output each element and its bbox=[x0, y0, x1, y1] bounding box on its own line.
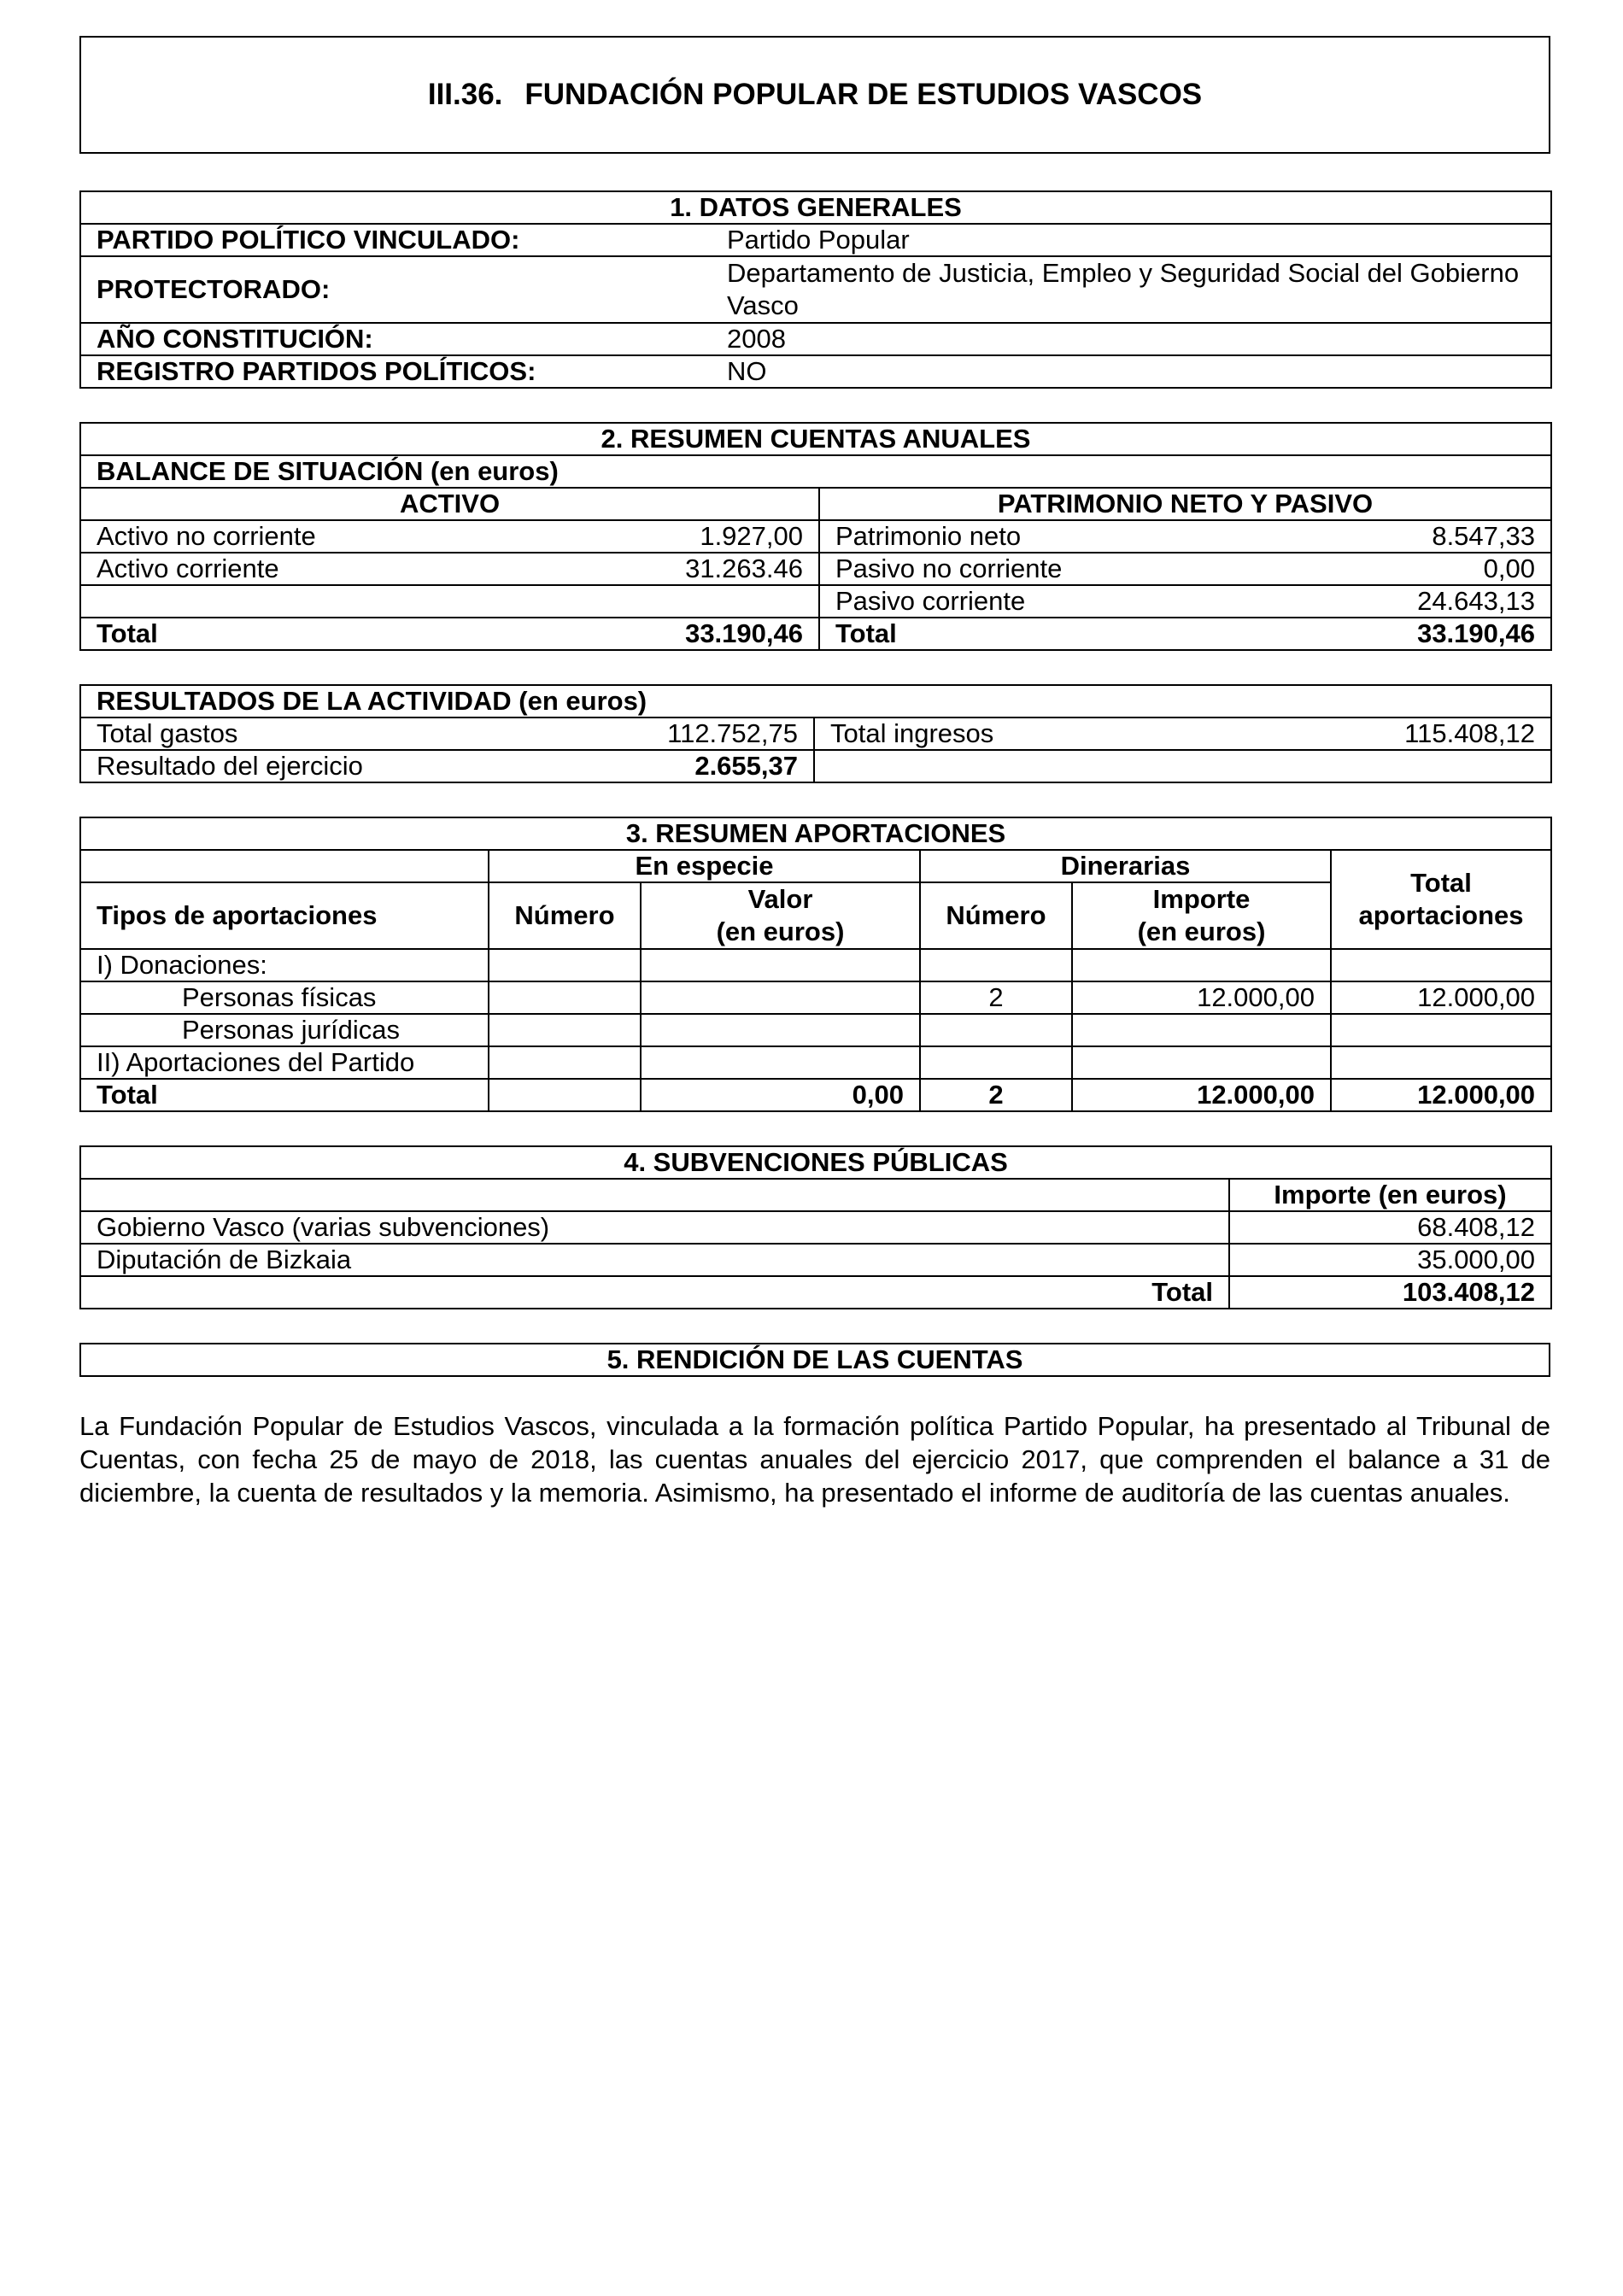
numero-header: Número bbox=[489, 882, 641, 949]
table-row bbox=[80, 618, 1551, 650]
resumen-cuentas-heading: 2. RESUMEN CUENTAS ANUALES bbox=[80, 423, 1551, 455]
cell: 2 bbox=[920, 981, 1072, 1014]
cell bbox=[489, 1046, 641, 1079]
pasivo-total-label: Total bbox=[819, 618, 1332, 650]
table-row bbox=[80, 1046, 1551, 1079]
pasivo-label: Pasivo no corriente bbox=[819, 553, 1332, 585]
value-registro: NO bbox=[712, 355, 1551, 388]
pasivo-value: 8.547,33 bbox=[1332, 520, 1551, 553]
tipo-label: I) Donaciones: bbox=[80, 949, 489, 981]
value-ano: 2008 bbox=[712, 323, 1551, 355]
cell bbox=[1072, 1014, 1331, 1046]
cell bbox=[641, 1014, 920, 1046]
valor-header bbox=[641, 882, 920, 949]
table-row bbox=[80, 323, 1551, 355]
cell: 0,00 bbox=[641, 1079, 920, 1111]
title-text: FUNDACIÓN POPULAR DE ESTUDIOS VASCOS bbox=[524, 78, 1203, 111]
page-title bbox=[79, 36, 1550, 154]
activo-total-value: 33.190,46 bbox=[593, 618, 819, 650]
resultado-label: Resultado del ejercicio bbox=[80, 750, 593, 782]
activo-header: ACTIVO bbox=[80, 488, 819, 520]
activo-total-label: Total bbox=[80, 618, 593, 650]
en-especie-header: En especie bbox=[489, 850, 920, 882]
gastos-value: 112.752,75 bbox=[593, 718, 814, 750]
pasivo-value: 24.643,13 bbox=[1332, 585, 1551, 618]
cell bbox=[641, 949, 920, 981]
pasivo-label: Pasivo corriente bbox=[819, 585, 1332, 618]
title-number: III.36. bbox=[427, 78, 503, 111]
dinerarias-header: Dinerarias bbox=[920, 850, 1331, 882]
subvencion-value: 68.408,12 bbox=[1229, 1211, 1551, 1244]
cell bbox=[641, 1046, 920, 1079]
rendicion-table bbox=[79, 1343, 1550, 1377]
label-protectorado: PROTECTORADO: bbox=[80, 256, 712, 323]
resultado-value: 2.655,37 bbox=[593, 750, 814, 782]
balance-table bbox=[79, 422, 1552, 651]
balance-title: BALANCE DE SITUACIÓN (en euros) bbox=[80, 455, 1551, 488]
cell bbox=[1072, 949, 1331, 981]
subvencion-total-label: Total bbox=[80, 1276, 1229, 1309]
activo-label: Activo no corriente bbox=[80, 520, 593, 553]
importe-header: Importe (en euros) bbox=[1229, 1179, 1551, 1211]
cell bbox=[489, 1014, 641, 1046]
activo-value: 1.927,00 bbox=[593, 520, 819, 553]
gastos-label: Total gastos bbox=[80, 718, 593, 750]
valor-unit: (en euros) bbox=[716, 917, 845, 946]
cell bbox=[920, 1014, 1072, 1046]
numero-header: Número bbox=[920, 882, 1072, 949]
cell: 12.000,00 bbox=[1331, 981, 1551, 1014]
cell bbox=[920, 1046, 1072, 1079]
datos-generales-table bbox=[79, 190, 1552, 389]
importe-header bbox=[1072, 882, 1331, 949]
table-row bbox=[80, 750, 1551, 782]
cell bbox=[1331, 1014, 1551, 1046]
empty-header-cell bbox=[80, 1179, 1229, 1211]
label-partido: PARTIDO POLÍTICO VINCULADO: bbox=[80, 224, 712, 256]
activo-value: 31.263.46 bbox=[593, 553, 819, 585]
empty-header-cell bbox=[80, 850, 489, 882]
subvencion-total-value: 103.408,12 bbox=[1229, 1276, 1551, 1309]
cell: 2 bbox=[920, 1079, 1072, 1111]
tipos-header: Tipos de aportaciones bbox=[80, 882, 489, 949]
table-row bbox=[80, 520, 1551, 553]
pasivo-total-value: 33.190,46 bbox=[1332, 618, 1551, 650]
table-row bbox=[80, 1211, 1551, 1244]
rendicion-heading: 5. RENDICIÓN DE LAS CUENTAS bbox=[80, 1344, 1550, 1376]
rendicion-paragraph: La Fundación Popular de Estudios Vascos, vinculada a la formación política Partido Popular, ha presentado al Tribunal de Cuentas, con fecha 25 de mayo de 2018, las cuentas anuales del ejercicio 2017, que comprenden el balance a 31 de diciembre, la cuenta de resultados y la memoria. Asimismo, ha presentado el informe de auditoría de las cuentas anuales. bbox=[79, 1411, 1550, 1508]
activo-label bbox=[80, 585, 593, 618]
pasivo-header: PATRIMONIO NETO Y PASIVO bbox=[819, 488, 1551, 520]
subvenciones-heading: 4. SUBVENCIONES PÚBLICAS bbox=[80, 1146, 1551, 1179]
tipo-label: Personas físicas bbox=[80, 981, 489, 1014]
document-page bbox=[79, 36, 1550, 1536]
table-row bbox=[80, 1014, 1551, 1046]
ingresos-value: 115.408,12 bbox=[1327, 718, 1551, 750]
cell bbox=[920, 949, 1072, 981]
total-aportaciones-header: Total aportaciones bbox=[1331, 850, 1551, 949]
resultados-table bbox=[79, 684, 1552, 783]
tipo-label: Personas jurídicas bbox=[80, 1014, 489, 1046]
cell bbox=[1331, 1046, 1551, 1079]
cell: 12.000,00 bbox=[1072, 981, 1331, 1014]
importe-unit: (en euros) bbox=[1137, 917, 1266, 946]
cell bbox=[641, 981, 920, 1014]
cell bbox=[1331, 949, 1551, 981]
subvencion-label: Diputación de Bizkaia bbox=[80, 1244, 1229, 1276]
table-row bbox=[80, 1244, 1551, 1276]
cell bbox=[489, 981, 641, 1014]
activo-label: Activo corriente bbox=[80, 553, 593, 585]
table-row bbox=[80, 981, 1551, 1014]
aportaciones-table bbox=[79, 817, 1552, 1112]
value-partido: Partido Popular bbox=[712, 224, 1551, 256]
table-row bbox=[80, 224, 1551, 256]
importe-label: Importe bbox=[1152, 884, 1251, 914]
total-label: Total bbox=[80, 1079, 489, 1111]
resultados-title: RESULTADOS DE LA ACTIVIDAD (en euros) bbox=[80, 685, 1551, 718]
label-ano: AÑO CONSTITUCIÓN: bbox=[80, 323, 712, 355]
table-row bbox=[80, 585, 1551, 618]
subvencion-label: Gobierno Vasco (varias subvenciones) bbox=[80, 1211, 1229, 1244]
pasivo-value: 0,00 bbox=[1332, 553, 1551, 585]
subvenciones-table bbox=[79, 1145, 1552, 1309]
table-row bbox=[80, 553, 1551, 585]
table-row-total bbox=[80, 1079, 1551, 1111]
aportaciones-heading: 3. RESUMEN APORTACIONES bbox=[80, 817, 1551, 850]
cell bbox=[489, 949, 641, 981]
ingresos-label: Total ingresos bbox=[814, 718, 1327, 750]
cell: 12.000,00 bbox=[1072, 1079, 1331, 1111]
subvencion-value: 35.000,00 bbox=[1229, 1244, 1551, 1276]
table-row bbox=[80, 256, 1551, 323]
value-protectorado: Departamento de Justicia, Empleo y Seguridad Social del Gobierno Vasco bbox=[712, 256, 1551, 323]
datos-generales-heading: 1. DATOS GENERALES bbox=[80, 191, 1551, 224]
activo-value bbox=[593, 585, 819, 618]
label-registro: REGISTRO PARTIDOS POLÍTICOS: bbox=[80, 355, 712, 388]
table-row bbox=[80, 718, 1551, 750]
table-row bbox=[80, 949, 1551, 981]
cell bbox=[489, 1079, 641, 1111]
cell bbox=[1072, 1046, 1331, 1079]
pasivo-label: Patrimonio neto bbox=[819, 520, 1332, 553]
empty-cell bbox=[814, 750, 1551, 782]
table-row bbox=[80, 355, 1551, 388]
cell: 12.000,00 bbox=[1331, 1079, 1551, 1111]
tipo-label: II) Aportaciones del Partido bbox=[80, 1046, 489, 1079]
table-row-total bbox=[80, 1276, 1551, 1309]
valor-label: Valor bbox=[747, 884, 813, 914]
